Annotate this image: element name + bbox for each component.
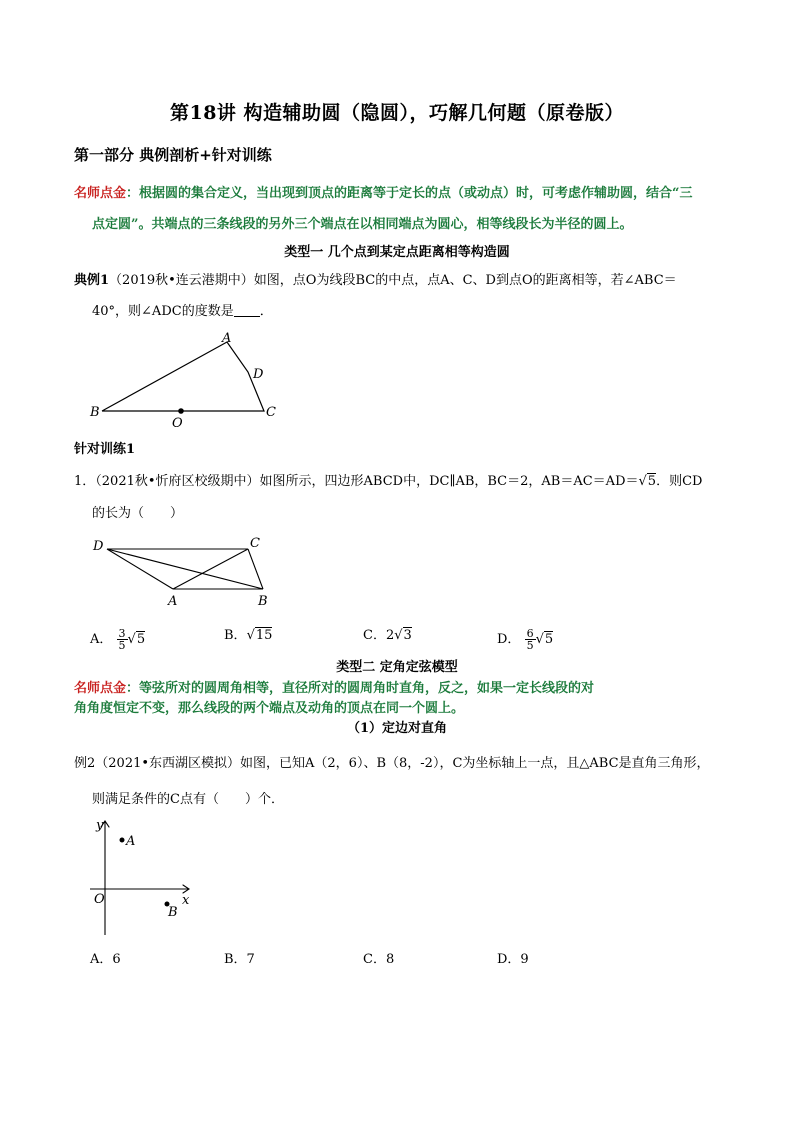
option-a-rad: 5 [136,632,146,647]
option-a-fraction [117,628,128,651]
page-title: 第18讲 构造辅助圆（隐圆），巧解几何题（原卷版） [169,102,625,124]
label-a3: A [126,834,136,849]
option2-b: B．7 [224,952,255,967]
option-b-label: B． [224,628,247,643]
option-a-num: 3 [118,627,126,640]
tip1-line2: 点定圆”。共端点的三条线段的另外三个端点在以相同端点为圆心，相等线段长为半径的圆上。 [92,217,633,232]
tip1-line1 [74,186,693,202]
option2-a: A．6 [90,952,121,967]
tip2-line2: 角角度恒定不变，那么线段的两个端点及动角的顶点在同一个圆上。 [74,701,465,716]
option-d-rad: 5 [544,632,554,647]
subheading-right-angle: （1）定边对直角 [346,721,448,736]
label-c2: C [250,536,260,551]
training1-q1-line2: 的长为（ ） [92,506,184,521]
label-a: A [222,331,232,346]
q1-sqrt-value: 5 [647,474,657,489]
training1-figure [85,532,285,610]
option-c-label: C． [363,628,386,643]
label-a2: A [168,594,178,609]
option2-c: C．8 [363,952,395,967]
example1-text1: （2019秋•连云港期中）如图，点O为线段BC的中点，点A、C、D到点O的距离相等，若∠ABC＝ [109,273,677,288]
label-x: x [182,893,190,908]
option-a-label: A． [90,632,113,647]
label-d2: D [93,539,104,554]
point-o [178,408,184,414]
label-b2: B [258,594,268,609]
option-a-den: 5 [118,639,126,652]
option-d: D． $\frac{6}{5}$ √5 [497,627,554,652]
part-heading: 第一部分 典例剖析+针对训练 [74,146,272,164]
example1-label: 典例1 [74,273,110,288]
label-d: D [253,367,264,382]
tip1-label: 名师点金 [74,186,127,201]
option-a: A． $\frac{3}{5}$ √5 [90,627,146,652]
tip1-text1: ：根据圆的集合定义，当出现到顶点的距离等于定长的点（或动点）时，可考虑作辅助圆，结合“三 [126,186,693,201]
label-b: B [90,405,100,420]
q1-text1-tail: ．则CD [656,474,703,489]
training1-q1-line1 [74,474,702,490]
type1-heading: 类型一 几个点到某定点距离相等构造圆 [284,245,510,260]
example1-figure [80,330,290,435]
answer-blank [234,304,260,317]
option2-d: D．9 [497,952,529,967]
option-d-num: 6 [526,627,534,640]
option-c-coef: 2 [385,628,395,643]
example2-line2: 则满足条件的C点有（ ）个． [92,792,284,807]
point-a [120,838,125,843]
example1-text2-tail: ． [259,304,273,319]
tip2-line1 [74,681,594,697]
option-c-rad: 3 [403,628,412,643]
example1-line1 [74,273,677,289]
label-y: y [96,818,104,833]
label-c: C [266,405,276,420]
option-d-fraction [525,628,536,651]
type2-heading: 类型二 定角定弦模型 [336,660,458,675]
tip2-text1: ：等弦所对的圆周角相等，直径所对的圆周角时直角，反之，如果一定长线段的对 [126,681,595,696]
option-c: C．2√3 [363,628,412,643]
option-d-label: D． [497,632,521,647]
option-d-den: 5 [526,639,534,652]
sqrt-symbol: √ [638,474,647,489]
option-b-rad: 15 [255,628,273,643]
label-origin: O [94,892,105,907]
tip2-label: 名师点金 [74,681,127,696]
example2-line1: 例2（2021•东西湖区模拟）如图，已知A（2，6）、B（8，-2），C为坐标轴上一点，且△ABC是直角三角形， [74,756,710,771]
example1-quadrilateral [102,342,264,411]
example2-figure [85,815,205,940]
option-b: B．√15 [224,628,273,643]
q1-text1: 1．（2021秋•忻府区校级期中）如图所示，四边形ABCD中，DC∥AB，BC＝2，AB＝AC＝AD＝ [74,474,639,489]
label-o: O [172,416,183,431]
example1-text2: 40°，则∠ADC的度数是 [92,304,234,319]
training1-heading: 针对训练1 [74,442,136,457]
label-b3: B [168,905,178,920]
example1-line2 [92,304,273,320]
